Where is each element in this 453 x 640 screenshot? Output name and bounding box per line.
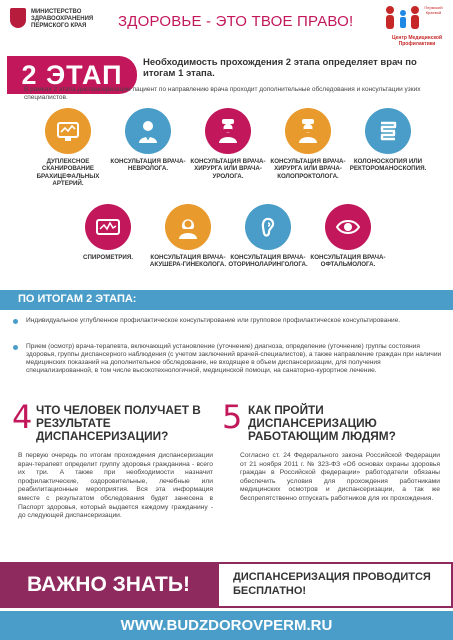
results-heading: ПО ИТОГАМ 2 ЭТАПА: (18, 293, 137, 305)
service-label: КОНСУЛЬТАЦИЯ ВРАЧА-АКУШЕРА-ГИНЕКОЛОГА. (149, 254, 227, 269)
important-banner: ВАЖНО ЗНАТЬ! (0, 562, 217, 608)
spirometry-icon (85, 204, 131, 250)
section-4-body: В первую очередь по итогам прохождения диспансеризации врач-терапевт определит группу здоровья гражданина - всего их три. А также при необходимости назначит профилактические, оздоровительные, лечебные или реабилитационные мероприятия. Вся эта информация вместе с результатом обследования будет занесена в Паспорт здоровья, который выдается каждому гражданину - до следующей диспансеризации. (18, 452, 213, 520)
header (0, 0, 453, 54)
ultrasound-icon (45, 108, 91, 154)
stage-description: В рамках 2 этапа диспансеризации пациент по направлению врача проходит дополнительные обследования и консультации узких специалистов. (24, 86, 421, 101)
slogan: ЗДОРОВЬЕ - ЭТО ТВОЕ ПРАВО! (118, 13, 354, 30)
logo-caption-top: Пермский Краевой (424, 5, 443, 15)
service-label: КОНСУЛЬТАЦИЯ ВРАЧА-НЕВРОЛОГА. (110, 158, 186, 173)
service-label: КОНСУЛЬТАЦИЯ ВРАЧА-ХИРУРГА ИЛИ ВРАЧА-КОЛОПРОКТОЛОГА. (270, 158, 346, 180)
service-otorhinolaryngologist (228, 204, 308, 269)
section-5-number: 5 (222, 398, 243, 436)
stage-badge: 2 ЭТАП (7, 56, 137, 94)
free-text: ДИСПАНСЕРИЗАЦИЯ ПРОВОДИТСЯ БЕСПЛАТНО! (233, 571, 431, 597)
surgeon-icon (205, 108, 251, 154)
section-5-body: Согласно ст. 24 Федерального закона Российской Федерации от 21 ноября 2011 г. № 323-ФЗ «Об основах охраны здоровья граждан в Российской федерации» работодатели обязаны обеспечить условия для прохождения работниками медицинских осмотров и диспансеризации, а так же беспрепятственно отпускать работников для их прохождения. (240, 452, 440, 502)
service-spirometry (68, 204, 148, 261)
service-label: КОНСУЛЬТАЦИЯ ВРАЧА-ОТОРИНОЛАРИНГОЛОГА. (228, 254, 308, 269)
ear-icon (245, 204, 291, 250)
results-item: Прием (осмотр) врача-терапевта, включающий установление (уточнение) диагноза, определение (уточнение) группы состояния здоровья, группы диспансерного наблюдения (с учетом заключений врачей-специалистов), а также направление граждан при наличии медицинских показаний на дополнительное обследование, не входящее в объем диспансеризации, для получения специализированной, в том числе высокотехнологичной, медицинской помощи, на санаторно-курортное лечение. (13, 343, 443, 375)
section-4-number: 4 (12, 398, 33, 436)
intestine-icon (365, 108, 411, 154)
section-4-title: ЧТО ЧЕЛОВЕК ПОЛУЧАЕТ В РЕЗУЛЬТАТЕ ДИСПАНСЕРИЗАЦИИ? (36, 403, 201, 443)
service-ophthalmologist (308, 204, 388, 269)
service-duplex-scanning (28, 108, 108, 188)
service-neurologist (108, 108, 188, 173)
results-item: Индивидуальное углубленное профилактическое консультирование или групповое профилактическое консультирование. (13, 317, 443, 325)
website-link[interactable]: WWW.BUDZDOROVPERM.RU (0, 611, 453, 640)
service-surgeon-coloproctologist (268, 108, 348, 180)
service-label: КОНСУЛЬТАЦИЯ ВРАЧА-ХИРУРГА ИЛИ ВРАЧА-УРОЛОГА. (190, 158, 266, 180)
surgeon-icon (285, 108, 331, 154)
service-label: СПИРОМЕТРИЯ. (82, 254, 134, 261)
service-label: КОНСУЛЬТАЦИЯ ВРАЧА-ОФТАЛЬМОЛОГА. (310, 254, 386, 269)
gynecologist-icon (165, 204, 211, 250)
service-colonoscopy (348, 108, 428, 173)
stage-title: Необходимость прохождения 2 этапа определяет врач по итогам 1 этапа. (143, 57, 417, 79)
service-surgeon-urologist (188, 108, 268, 180)
service-gynecologist (148, 204, 228, 269)
service-label: ДУПЛЕКСНОЕ СКАНИРОВАНИЕ БРАХИЦЕФАЛЬНЫХ АРТЕРИЙ. (36, 158, 100, 188)
free-banner (217, 562, 453, 608)
coat-of-arms-icon (10, 8, 26, 28)
results-heading-band (0, 290, 453, 310)
eye-icon (325, 204, 371, 250)
logo-caption: Центр Медицинской Профилактики (391, 35, 443, 47)
ministry-name: МИНИСТЕРСТВО ЗДРАВООХРАНЕНИЯ ПЕРМСКОГО КРАЯ (31, 9, 94, 29)
neurologist-icon (125, 108, 171, 154)
prevention-center-logo (368, 4, 448, 52)
section-5-title: КАК ПРОЙТИ ДИСПАНСЕРИЗАЦИЮ РАБОТАЮЩИМ ЛЮДЯМ? (248, 403, 396, 443)
service-label: КОЛОНОСКОПИЯ ИЛИ РЕКТОРОМАНОСКОПИЯ. (349, 158, 427, 173)
